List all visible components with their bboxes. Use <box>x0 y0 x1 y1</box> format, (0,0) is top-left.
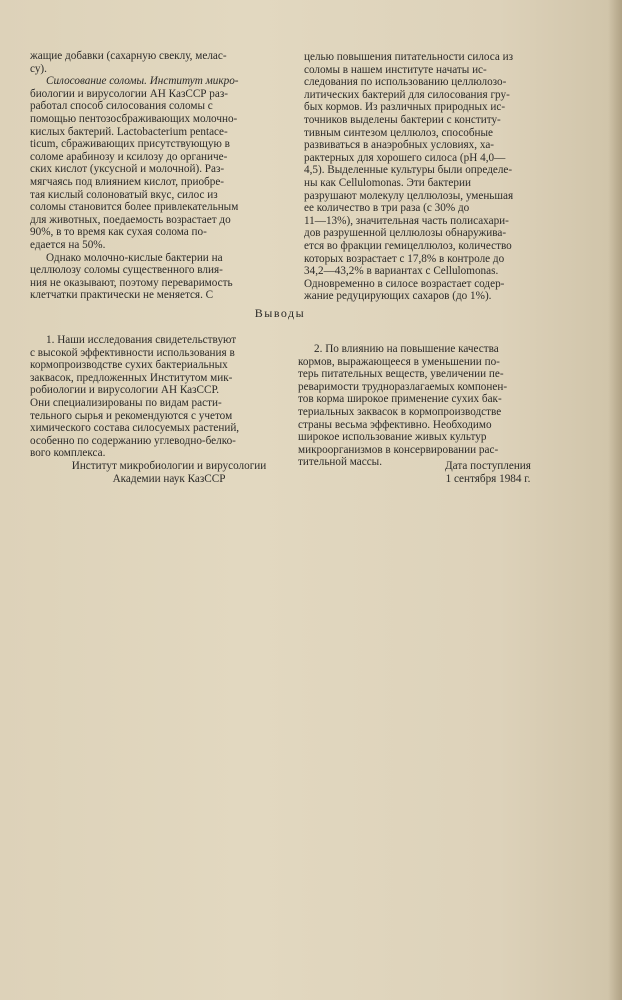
text-line: тов корма широкое применение сухих бак- <box>298 393 502 406</box>
text-line: Они специализированы по видам расти- <box>30 396 222 409</box>
conclusion-item-1 <box>30 334 288 460</box>
received-date-block <box>418 460 558 485</box>
text-line: ны как Cellulomonas. Эти бактерии <box>304 176 471 189</box>
affiliation-line-1: Институт микробиологии и вирусологии <box>71 460 267 472</box>
text-line: 2. По влиянию на повышение качества <box>314 343 499 355</box>
text-line: разрушают молекулу целлюлозы, уменьшая <box>304 189 514 202</box>
text-line: ния не оказывают, поэтому переваримость <box>30 276 233 289</box>
text-line: Одновременно в силосе возрастает содер- <box>304 277 505 290</box>
text-line: соломы в нашем институте начаты ис- <box>304 63 487 76</box>
text-line: работал способ силосования соломы с <box>30 100 213 113</box>
text-line: су). <box>30 62 47 75</box>
text-line: кормов, выражающееся в уменьшении по- <box>298 355 500 368</box>
text-line: терь питательных веществ, увеличении пе- <box>298 368 504 381</box>
text-line: робиологии и вирусологии АН КазССР. <box>30 384 220 397</box>
text-line: которых возрастает с 17,8% в контроле до <box>304 252 505 265</box>
text-line: страны весьма эффективно. Необходимо <box>298 418 492 431</box>
text-line: химического состава силосуемых растений, <box>30 422 240 435</box>
text-line: бых кормов. Из различных природных ис- <box>304 101 506 114</box>
text-line: тивным синтезом целлюлоз, способные <box>304 126 494 139</box>
text-line: мягчаясь под влиянием кислот, приобре- <box>30 175 225 188</box>
text-line: рактерных для хорошего силоса (pH 4,0— <box>304 151 506 164</box>
text-line: жание редуцирующих сахаров (до 1%). <box>304 290 492 303</box>
text-line: 1. Наши исследования свидетельствуют <box>46 334 237 346</box>
text-line: 34,2—43,2% в вариантах с Cellulomonas. <box>304 265 499 278</box>
text-line: вого комплекса. <box>30 447 106 460</box>
right-column <box>304 51 556 303</box>
text-line: точников выделены бактерии с конститу- <box>304 113 501 126</box>
received-label: Дата поступления <box>445 460 531 472</box>
text-line: териальных заквасок в кормопроизводстве <box>298 405 502 418</box>
text-line: заквасок, предложенных Институтом мик- <box>30 371 233 384</box>
text-line: жащие добавки (сахарную свеклу, мелас- <box>30 50 227 62</box>
text-line: тая кислый солоноватый вкус, силос из <box>30 188 218 201</box>
text-line: соломы становится более привлекательным <box>30 201 239 214</box>
text-line: следования по использованию целлюлозо- <box>304 76 507 89</box>
text-line: реваримости трудноразлагаемых компонен- <box>298 380 508 393</box>
text-line: ется во фракции гемицеллюлоз, количество <box>304 239 512 252</box>
text-line: кислых бактерий. Lactobacterium pentace- <box>30 125 228 138</box>
text-line: микроорганизмов в консервировании рас- <box>298 443 499 456</box>
text-line: особенно по содержанию углеводно-белко- <box>30 434 236 447</box>
text-line: целлюлозу соломы существенного влия- <box>30 264 223 277</box>
text-line: биологии и вирусологии АН КазССР раз- <box>30 87 229 100</box>
affiliation <box>44 460 294 485</box>
conclusion-item-2 <box>298 343 556 469</box>
text-line: ticum, сбраживающих присутствующую в <box>30 138 230 151</box>
text-line: ее количество в три раза (с 30% до <box>304 202 470 215</box>
received-date: 1 сентября 1984 г. <box>445 472 531 485</box>
text-line: тительной массы. <box>298 456 382 469</box>
section-title-silage-straw: Силосование соломы. Институт микро- <box>46 75 239 88</box>
affiliation-line-2: Академии наук КазССР <box>112 472 226 485</box>
text-line: литических бактерий для силосования гру- <box>304 88 510 101</box>
text-line: 4,5). Выделенные культуры были определе- <box>304 164 513 177</box>
text-line: 90%, в то время как сухая солома по- <box>30 226 207 239</box>
page-edge-shadow <box>608 0 622 1000</box>
text-line: целью повышения питательности силоса из <box>304 51 514 63</box>
text-line: с высокой эффективности использования в <box>30 346 235 359</box>
text-line: дов разрушенной целлюлозы обнаружива- <box>304 227 507 240</box>
text-line: развиваться в анаэробных условиях, ха- <box>304 139 495 152</box>
text-line: помощью пентозосбраживающих молочно- <box>30 112 238 125</box>
text-line: кормопроизводстве сухих бактериальных <box>30 359 228 372</box>
text-line: тельного сырья и рекомендуются с учетом <box>30 409 233 422</box>
text-line: 11—13%), значительная часть полисахари- <box>304 214 509 227</box>
text-line: ских кислот (уксусной и молочной). Раз- <box>30 163 225 176</box>
conclusions-heading: Выводы <box>254 306 306 320</box>
text-line: клетчатки практически не меняется. С <box>30 289 214 302</box>
text-line: для животных, поедаемость возрастает до <box>30 213 231 226</box>
text-line: широкое использование живых культур <box>298 431 487 444</box>
text-line: едается на 50%. <box>30 238 106 251</box>
left-column <box>30 50 288 302</box>
text-line: Однако молочно-кислые бактерии на <box>46 251 223 264</box>
text-line: соломе арабинозу и ксилозу до органиче- <box>30 150 228 163</box>
